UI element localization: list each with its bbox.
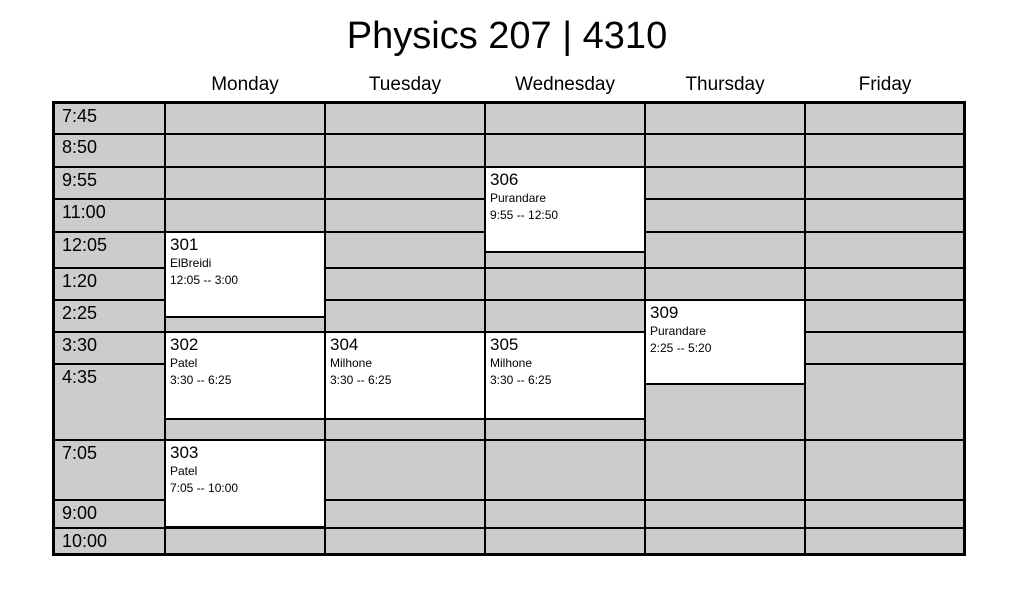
time-label: 1:20 bbox=[55, 269, 164, 299]
time-label: 3:30 bbox=[55, 333, 164, 363]
class-instructor: Purandare bbox=[650, 324, 707, 338]
grid-cell bbox=[166, 104, 324, 133]
grid-cell bbox=[806, 168, 963, 198]
grid-cell bbox=[486, 301, 644, 331]
class-instructor: Milhone bbox=[490, 356, 533, 370]
grid-cell bbox=[806, 501, 963, 527]
grid-cell bbox=[806, 200, 963, 231]
time-label: 7:45 bbox=[55, 104, 164, 133]
class-time-range: 3:30 -- 6:25 bbox=[490, 373, 552, 387]
grid-cell bbox=[806, 135, 963, 166]
grid-cell bbox=[806, 233, 963, 267]
class-section: 302 bbox=[170, 335, 199, 354]
class-block-301 bbox=[164, 231, 326, 318]
day-header-monday: Monday bbox=[211, 74, 279, 95]
page-title: Physics 207 | 4310 bbox=[346, 15, 668, 57]
grid-cell bbox=[486, 104, 644, 133]
grid-cell bbox=[326, 233, 484, 267]
class-time-range: 3:30 -- 6:25 bbox=[330, 373, 392, 387]
grid-cell bbox=[166, 529, 324, 553]
time-label: 9:55 bbox=[55, 168, 164, 198]
grid-cell bbox=[646, 233, 804, 267]
grid-cell bbox=[486, 269, 644, 299]
grid-cell bbox=[326, 501, 484, 527]
grid-cell bbox=[646, 200, 804, 231]
day-header-friday: Friday bbox=[858, 74, 912, 95]
grid-cell bbox=[646, 104, 804, 133]
class-block-302 bbox=[164, 331, 326, 420]
grid-cell bbox=[326, 104, 484, 133]
grid-cell bbox=[326, 301, 484, 331]
class-block-305 bbox=[484, 331, 646, 420]
grid-cell bbox=[326, 269, 484, 299]
time-label: 7:05 bbox=[55, 441, 164, 499]
class-time-range: 9:55 -- 12:50 bbox=[490, 208, 559, 222]
grid-cell bbox=[166, 135, 324, 166]
class-instructor: Patel bbox=[170, 464, 198, 478]
class-block-309 bbox=[644, 299, 806, 385]
day-header-thursday: Thursday bbox=[685, 74, 765, 95]
grid-cell bbox=[326, 168, 484, 198]
day-header-tuesday: Tuesday bbox=[368, 74, 442, 95]
grid-cell bbox=[646, 501, 804, 527]
grid-cell bbox=[806, 333, 963, 363]
grid-cell bbox=[326, 135, 484, 166]
class-instructor: ElBreidi bbox=[170, 256, 212, 270]
grid-cell bbox=[806, 301, 963, 331]
class-time-range: 7:05 -- 10:00 bbox=[170, 481, 239, 495]
time-label: 12:05 bbox=[55, 233, 164, 267]
class-instructor: Milhone bbox=[330, 356, 373, 370]
time-label: 4:35 bbox=[55, 365, 164, 439]
grid-cell bbox=[806, 529, 963, 553]
class-instructor: Purandare bbox=[490, 191, 547, 205]
class-block-303 bbox=[164, 439, 326, 528]
class-instructor: Patel bbox=[170, 356, 198, 370]
day-header-wednesday: Wednesday bbox=[515, 74, 615, 95]
time-label: 8:50 bbox=[55, 135, 164, 166]
grid-cell bbox=[326, 441, 484, 499]
grid-cell bbox=[486, 135, 644, 166]
class-section: 304 bbox=[330, 335, 359, 354]
class-section: 303 bbox=[170, 443, 199, 462]
class-section: 306 bbox=[490, 170, 519, 189]
grid-cell bbox=[646, 135, 804, 166]
schedule-grid bbox=[52, 101, 966, 556]
grid-cell bbox=[166, 168, 324, 198]
grid-cell bbox=[806, 365, 963, 439]
time-label: 2:25 bbox=[55, 301, 164, 331]
class-time-range: 2:25 -- 5:20 bbox=[650, 341, 712, 355]
grid-cell bbox=[806, 269, 963, 299]
class-section: 305 bbox=[490, 335, 519, 354]
grid-cell bbox=[646, 441, 804, 499]
class-section: 301 bbox=[170, 235, 199, 254]
grid-cell bbox=[806, 104, 963, 133]
grid-cell bbox=[486, 529, 644, 553]
time-label: 10:00 bbox=[55, 529, 164, 553]
grid-cell bbox=[646, 529, 804, 553]
grid-cell bbox=[646, 168, 804, 198]
grid-cell bbox=[326, 200, 484, 231]
grid-cell bbox=[166, 200, 324, 231]
class-time-range: 3:30 -- 6:25 bbox=[170, 373, 232, 387]
grid-cell bbox=[646, 269, 804, 299]
class-time-range: 12:05 -- 3:00 bbox=[170, 273, 239, 287]
time-label: 11:00 bbox=[55, 200, 164, 231]
class-block-304 bbox=[324, 331, 486, 420]
grid-cell bbox=[326, 529, 484, 553]
grid-cell bbox=[486, 501, 644, 527]
grid-cell bbox=[806, 441, 963, 499]
class-section: 309 bbox=[650, 303, 679, 322]
class-block-306 bbox=[484, 166, 646, 253]
grid-cell bbox=[486, 441, 644, 499]
time-label: 9:00 bbox=[55, 501, 164, 527]
